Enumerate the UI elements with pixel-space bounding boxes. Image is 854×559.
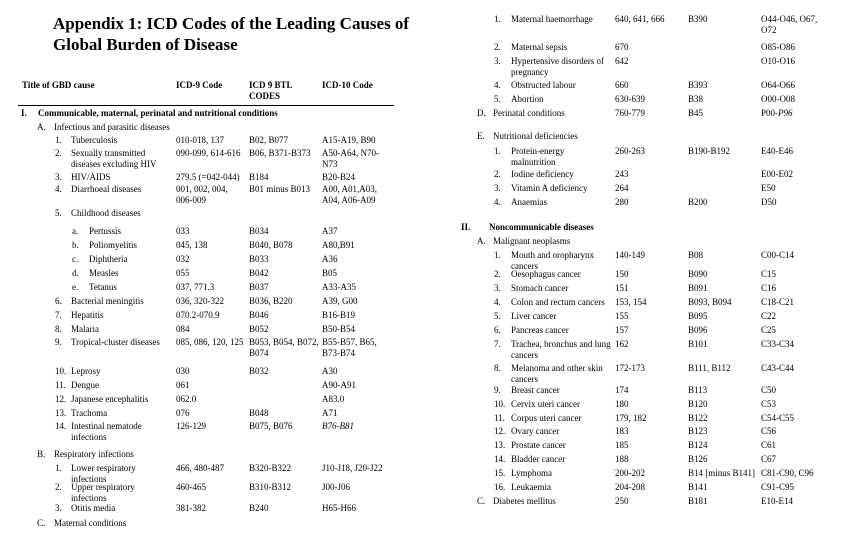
icd9-code: 001, 002, 004, 006-009: [176, 184, 228, 205]
icd10-code: A50-A64, N70-N73: [322, 148, 379, 169]
icd10-code: C25: [761, 325, 777, 335]
icd9-btl-code: B01 minus B013: [249, 184, 311, 194]
icd9-btl-code: B053, B054, B072, B074: [249, 337, 319, 358]
icd10-code: A15-A19, B90: [322, 135, 376, 145]
icd10-code: A30: [322, 366, 338, 376]
icd10-code: C91-C95: [761, 482, 795, 492]
icd10-code: C22: [761, 311, 777, 321]
icd10-code: C56: [761, 426, 777, 436]
row-marker: 7.: [494, 339, 501, 349]
icd9-code: 153, 154: [615, 297, 647, 307]
cause-label: Measles: [89, 268, 119, 278]
icd9-code: 090-099, 614-616: [176, 148, 241, 158]
row-marker: 6.: [55, 296, 62, 306]
cause-label: Trachoma: [71, 408, 108, 418]
cause-label: Hepatitis: [71, 310, 104, 320]
icd9-btl-code: B190-B192: [688, 146, 731, 156]
icd10-code: E50: [761, 183, 776, 193]
icd9-btl-code: B034: [249, 226, 269, 236]
row-marker: 15.: [494, 468, 506, 478]
icd9-code: 204-208: [615, 482, 645, 492]
row-marker: 4.: [494, 297, 501, 307]
icd9-code: 126-129: [176, 421, 206, 431]
cause-label: Prostate cancer: [511, 440, 566, 450]
row-marker: 2.: [494, 169, 501, 179]
icd9-code: 183: [615, 426, 629, 436]
cause-label: Diphtheria: [89, 254, 128, 264]
icd9-code: 010-018, 137: [176, 135, 224, 145]
icd9-btl-code: B200: [688, 197, 708, 207]
icd10-code: B55-B57, B65, B73-B74: [322, 337, 377, 358]
icd10-code: H65-H66: [322, 503, 356, 513]
cause-label: Mouth and oropharynx cancers: [511, 250, 594, 271]
icd10-code: O64-O66: [761, 80, 795, 90]
icd9-code: 085, 086, 120, 125: [176, 337, 244, 347]
cause-label: Intestinal nematode infections: [71, 421, 142, 442]
icd9-code: 155: [615, 311, 629, 321]
icd9-btl-code: B093, B094: [688, 297, 732, 307]
cause-label: Diarrhoeal diseases: [71, 184, 142, 194]
row-marker: e.: [72, 282, 79, 292]
cause-label: Pancreas cancer: [511, 325, 569, 335]
icd9-code: 250: [615, 496, 629, 506]
cause-label: Tuberculosis: [71, 135, 118, 145]
row-marker: C.: [477, 496, 486, 506]
icd9-code: 200-202: [615, 468, 645, 478]
cause-label: Colon and rectum cancers: [511, 297, 605, 307]
cause-label: Communicable, maternal, perinatal and nutritional conditions: [38, 108, 278, 118]
page-title: Appendix 1: ICD Codes of the Leading Causes of Global Burden of Disease: [53, 14, 410, 54]
icd9-code: 243: [615, 169, 629, 179]
row-marker: 2.: [494, 269, 501, 279]
row-marker: 14.: [55, 421, 67, 431]
icd9-btl-code: B126: [688, 454, 708, 464]
icd9-btl-code: B14 [minus B141]: [688, 468, 756, 478]
icd9-btl-code: B036, B220: [249, 296, 293, 306]
icd9-btl-code: B075, B076: [249, 421, 293, 431]
icd9-btl-code: B393: [688, 80, 708, 90]
cause-label: Dengue: [71, 380, 99, 390]
cause-label: Anaemias: [511, 197, 547, 207]
icd9-code: 185: [615, 440, 629, 450]
row-marker: 13.: [55, 408, 67, 418]
row-marker: I.: [21, 108, 27, 118]
row-marker: 5.: [55, 208, 62, 218]
icd9-btl-code: B184: [249, 172, 269, 182]
icd10-code: C67: [761, 454, 777, 464]
cause-label: Otitis media: [71, 503, 116, 513]
icd9-btl-code: B38: [688, 94, 704, 104]
icd9-code: 033: [176, 226, 190, 236]
cause-label: Stomach cancer: [511, 283, 569, 293]
icd10-code: B16-B19: [322, 310, 356, 320]
cause-label: Maternal conditions: [54, 518, 127, 528]
cause-label: Maternal sepsis: [511, 42, 568, 52]
icd10-code: A83.0: [322, 394, 345, 404]
row-marker: 8.: [55, 324, 62, 334]
icd9-btl-code: B06, B371-B373: [249, 148, 311, 158]
row-marker: 4.: [55, 184, 62, 194]
icd9-code: 264: [615, 183, 629, 193]
row-marker: B.: [37, 449, 46, 459]
cause-label: HIV/AIDS: [71, 172, 111, 182]
icd9-code: 045, 138: [176, 240, 208, 250]
row-marker: 8.: [494, 363, 501, 373]
icd10-code: A80,B91: [322, 240, 355, 250]
cause-label: Infectious and parasitic diseases: [54, 122, 170, 132]
row-marker: 2.: [494, 42, 501, 52]
icd9-code: 660: [615, 80, 629, 90]
row-marker: A.: [37, 122, 46, 132]
icd9-btl-code: B240: [249, 503, 269, 513]
row-marker: 10.: [494, 399, 506, 409]
icd10-code: [761, 108, 831, 119]
row-marker: A.: [477, 236, 486, 246]
icd10-code: A33-A35: [322, 282, 356, 292]
cause-label: Ovary cancer: [511, 426, 560, 436]
icd9-code: 172-173: [615, 363, 645, 373]
row-marker: 2.: [55, 148, 62, 158]
icd9-btl-code: B090: [688, 269, 708, 279]
cause-label: Respiratory infections: [54, 449, 134, 459]
icd9-code: 062.0: [176, 394, 197, 404]
cause-label: Trachea, bronchus and lung cancers: [511, 339, 611, 360]
row-marker: d.: [72, 268, 79, 278]
header-icd9: ICD-9 Code: [176, 80, 223, 90]
icd10-code: C54-C55: [761, 413, 795, 423]
cause-label: Sexually transmitted diseases excluding HIV: [71, 148, 157, 169]
icd10-code: B05: [322, 268, 338, 278]
icd9-code: 032: [176, 254, 190, 264]
icd10-code: C16: [761, 283, 777, 293]
row-marker: 3.: [494, 56, 501, 66]
icd9-code: 061: [176, 380, 190, 390]
icd9-btl-code: B048: [249, 408, 269, 418]
icd10-code: B50-B54: [322, 324, 356, 334]
icd10-code: E40-E46: [761, 146, 793, 156]
icd9-btl-code: B122: [688, 413, 708, 423]
header-cause: Title of GBD cause: [22, 80, 95, 90]
icd9-btl-code: B037: [249, 282, 269, 292]
row-marker: c.: [72, 254, 79, 264]
row-marker: 1.: [494, 250, 501, 260]
icd10-code: A90-A91: [322, 380, 356, 390]
icd10-code: C53: [761, 399, 777, 409]
icd9-code: 055: [176, 268, 190, 278]
row-marker: 11.: [494, 413, 505, 423]
row-marker: 11.: [55, 380, 66, 390]
icd9-btl-code: B310-B312: [249, 482, 292, 492]
icd10-code: C43-C44: [761, 363, 795, 373]
icd9-code: 466, 480-487: [176, 463, 224, 473]
header-icd9-btl: ICD 9 BTL CODES: [249, 80, 293, 101]
icd9-btl-code: B320-B322: [249, 463, 292, 473]
icd10-code: C61: [761, 440, 777, 450]
cause-label: Nutritional deficiencies: [493, 131, 578, 141]
icd10-code: J10-J18, J20-J22: [322, 463, 383, 473]
cause-label: Perinatal conditions: [493, 108, 565, 118]
header-icd10: ICD-10 Code: [322, 80, 373, 90]
icd9-btl-code: B032: [249, 366, 269, 376]
cause-label: Liver cancer: [511, 311, 557, 321]
icd9-code: 179, 182: [615, 413, 647, 423]
icd9-btl-code: B095: [688, 311, 708, 321]
icd9-code: 174: [615, 385, 629, 395]
cause-label: Abortion: [511, 94, 544, 104]
icd9-btl-code: B45: [688, 108, 704, 118]
icd9-btl-code: B123: [688, 426, 708, 436]
icd9-code: 460-465: [176, 482, 206, 492]
cause-label: Noncommunicable diseases: [489, 222, 594, 232]
row-marker: 9.: [55, 337, 62, 347]
icd10-code: C18-C21: [761, 297, 795, 307]
icd9-btl-code: B033: [249, 254, 269, 264]
row-marker: 3.: [55, 172, 62, 182]
icd9-code: 084: [176, 324, 190, 334]
cause-label: Lymphoma: [511, 468, 552, 478]
row-marker: E.: [477, 131, 485, 141]
cause-label: Oesophagus cancer: [511, 269, 581, 279]
icd9-btl-code: B042: [249, 268, 269, 278]
row-marker: 5.: [494, 94, 501, 104]
cause-label: Iodine deficiency: [511, 169, 574, 179]
icd10-code-start: P00-: [761, 108, 779, 118]
cause-label: Poliomyelitis: [89, 240, 138, 250]
icd9-btl-code: B101: [688, 339, 708, 349]
icd9-code: 150: [615, 269, 629, 279]
row-marker: 12.: [55, 394, 67, 404]
icd10-code: A71: [322, 408, 338, 418]
cause-label: Melanoma and other skin cancers: [511, 363, 603, 384]
row-marker: 7.: [55, 310, 62, 320]
icd9-btl-code: B046: [249, 310, 269, 320]
icd9-code: 280: [615, 197, 629, 207]
icd9-code: 760-779: [615, 108, 645, 118]
icd9-code: 279.5 (=042-044): [176, 172, 240, 182]
cause-label: Breast cancer: [511, 385, 560, 395]
icd9-code: 630-639: [615, 94, 645, 104]
cause-label: Diabetes mellitus: [493, 496, 556, 506]
row-marker: 6.: [494, 325, 501, 335]
icd10-code: O00-O08: [761, 94, 795, 104]
icd9-btl-code: B02, B077: [249, 135, 289, 145]
row-marker: 4.: [494, 80, 501, 90]
cause-label: Tetanus: [89, 282, 117, 292]
row-marker: 4.: [494, 197, 501, 207]
icd10-code: B20-B24: [322, 172, 356, 182]
icd9-btl-code: B390: [688, 14, 708, 24]
icd9-code: 260-263: [615, 146, 645, 156]
cause-label: Protein-energy malnutrition: [511, 146, 565, 167]
icd10-code: A00, A01,A03, A04, A06-A09: [322, 184, 378, 205]
icd10-code: B76-B81: [322, 421, 354, 431]
row-marker: 12.: [494, 426, 506, 436]
row-marker: 1.: [494, 14, 501, 24]
cause-label: Lower respiratory infections: [71, 463, 136, 484]
icd9-code: 162: [615, 339, 629, 349]
icd10-code: E00-E02: [761, 169, 793, 179]
icd9-code: 151: [615, 283, 629, 293]
row-marker: 16.: [494, 482, 506, 492]
icd9-btl-code: B141: [688, 482, 708, 492]
row-marker: a.: [72, 226, 79, 236]
icd9-btl-code: B113: [688, 385, 708, 395]
icd9-code: 642: [615, 56, 629, 66]
icd9-btl-code: B08: [688, 250, 704, 260]
row-marker: 3.: [494, 283, 501, 293]
row-marker: 10.: [55, 366, 67, 376]
cause-label: Hypertensive disorders of pregnancy: [511, 56, 604, 77]
cause-label: Leprosy: [71, 366, 101, 376]
cause-label: Pertussis: [89, 226, 122, 236]
icd10-code: C81-C90, C96: [761, 468, 814, 478]
icd10-code: D50: [761, 197, 777, 207]
row-marker: 3.: [494, 183, 501, 193]
icd9-code: 180: [615, 399, 629, 409]
cause-label: Corpus uteri cancer: [511, 413, 582, 423]
icd9-btl-code: B181: [688, 496, 708, 506]
icd9-code: 140-149: [615, 250, 645, 260]
icd9-code: 030: [176, 366, 190, 376]
cause-label: Childhood diseases: [71, 208, 141, 218]
row-marker: D.: [477, 108, 486, 118]
icd9-code: 670: [615, 42, 629, 52]
icd9-code: 157: [615, 325, 629, 335]
icd9-btl-code: B052: [249, 324, 269, 334]
icd10-code-end: P96: [778, 108, 793, 118]
icd10-code: O10-O16: [761, 56, 795, 66]
icd9-btl-code: B096: [688, 325, 708, 335]
row-marker: 1.: [494, 146, 501, 156]
icd9-code: 188: [615, 454, 629, 464]
icd10-code: A36: [322, 254, 338, 264]
row-marker: 14.: [494, 454, 506, 464]
icd10-code: O85-O86: [761, 42, 795, 52]
icd10-code: E10-E14: [761, 496, 793, 506]
cause-label: Vitamin A deficiency: [511, 183, 588, 193]
row-marker: b.: [72, 240, 79, 250]
cause-label: Tropical-cluster diseases: [71, 337, 160, 347]
cause-label: Bacterial meningitis: [71, 296, 144, 306]
row-marker: 13.: [494, 440, 506, 450]
icd10-code: C50: [761, 385, 777, 395]
cause-label: Leukaemia: [511, 482, 551, 492]
icd9-btl-code: B124: [688, 440, 708, 450]
icd10-code: A37: [322, 226, 338, 236]
row-marker: 3.: [55, 503, 62, 513]
icd9-code: 381-382: [176, 503, 206, 513]
icd10-code: C00-C14: [761, 250, 795, 260]
row-marker: C.: [37, 518, 46, 528]
icd9-btl-code: B040, B078: [249, 240, 293, 250]
icd9-code: 036, 320-322: [176, 296, 224, 306]
cause-label: Upper respiratory infections: [71, 482, 135, 503]
cause-label: Obstructed labour: [511, 80, 576, 90]
icd9-btl-code: B091: [688, 283, 708, 293]
row-marker: 1.: [55, 135, 62, 145]
icd10-code: A39, G00: [322, 296, 358, 306]
icd9-code: 076: [176, 408, 190, 418]
cause-label: Cervix uteri cancer: [511, 399, 580, 409]
cause-label: Malignant neoplasms: [493, 236, 571, 246]
icd9-code: 037, 771.3: [176, 282, 215, 292]
cause-label: Bladder cancer: [511, 454, 566, 464]
icd10-code: O44-O46, O67, O72: [761, 14, 818, 35]
icd9-code: 640, 641, 666: [615, 14, 665, 24]
cause-label: Malaria: [71, 324, 99, 334]
row-marker: II.: [461, 222, 471, 232]
header-rule: [18, 105, 394, 106]
icd10-code: C15: [761, 269, 777, 279]
row-marker: 9.: [494, 385, 501, 395]
row-marker: 2.: [55, 482, 62, 492]
row-marker: 1.: [55, 463, 62, 473]
icd9-btl-code: B111, B112: [688, 363, 731, 373]
icd9-code: 070.2-070.9: [176, 310, 220, 320]
cause-label: Maternal haemorrhage: [511, 14, 593, 24]
icd10-code: J00-J06: [322, 482, 351, 492]
row-marker: 5.: [494, 311, 501, 321]
icd10-code: C33-C34: [761, 339, 795, 349]
icd9-btl-code: B120: [688, 399, 708, 409]
cause-label: Japanese encephalitis: [71, 394, 149, 404]
